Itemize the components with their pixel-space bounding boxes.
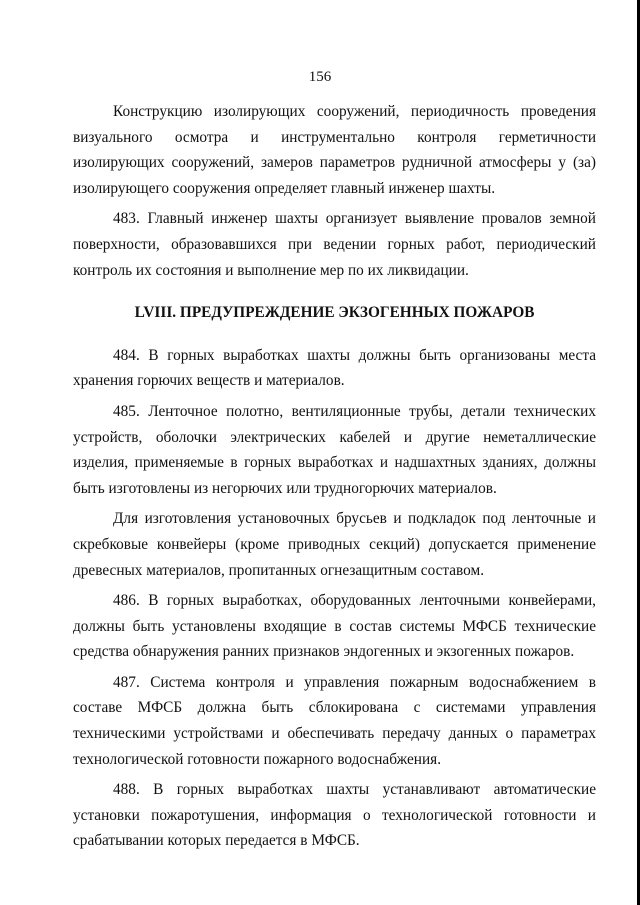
section-heading: LVIII. ПРЕДУПРЕЖДЕНИЕ ЭКЗОГЕННЫХ ПОЖАРОВ [134, 304, 535, 322]
document-body [73, 99, 596, 859]
paragraph-isolating-structures: Конструкцию изолирующих сооружений, периодичность проведения визуального осмотра и инструментально контроля герметичности изолирующих сооружений, замеров параметров рудничной атмосферы у (за) изолирующего сооружения определяет главный инженер шахты. [73, 103, 596, 197]
paragraph-485-continuation: Для изготовления установочных брусьев и подкладок под ленточные и скребковые конвейеры (кроме приводных секций) допускается применение древесных материалов, пропитанных огнезащитным составом. [73, 510, 596, 579]
paragraph-485: 485. Ленточное полотно, вентиляционные трубы, детали технических устройств, оболочки электрических кабелей и другие неметаллические изделия, применяемые в горных выработках и надшахтных зданиях, должны быть изготовлены из негорючих или трудногорючих материалов. [73, 402, 596, 497]
paragraph-487: 487. Система контроля и управления пожарным водоснабжением в составе МФСБ должна быть сблокирована с системами управления техническими устройствами и обеспечивать передачу данных о параметрах технологической готовности пожарного водоснабжения. [73, 673, 596, 768]
paragraph-484: 484. В горных выработках шахты должны быть организованы места хранения горючих веществ и материалов. [73, 346, 596, 390]
paragraph-486: 486. В горных выработках, оборудованных ленточными конвейерами, должны быть установлены входящие в состав системы МФСБ технические средства обнаружения ранних признаков эндогенных и экзогенных пожаров. [73, 592, 596, 661]
page-number: 156 [308, 69, 332, 85]
paragraph-488: 488. В горных выработках шахты устанавливают автоматические установки пожаротушения, информация о технологической готовности и срабатывании которых передается в МФСБ. [73, 781, 596, 850]
paragraph-483: 483. Главный инженер шахты организует выявление провалов земной поверхности, образовавшихся при ведении горных работ, периодический контроль их состояния и выполнение мер по их ликвидации. [73, 210, 596, 279]
